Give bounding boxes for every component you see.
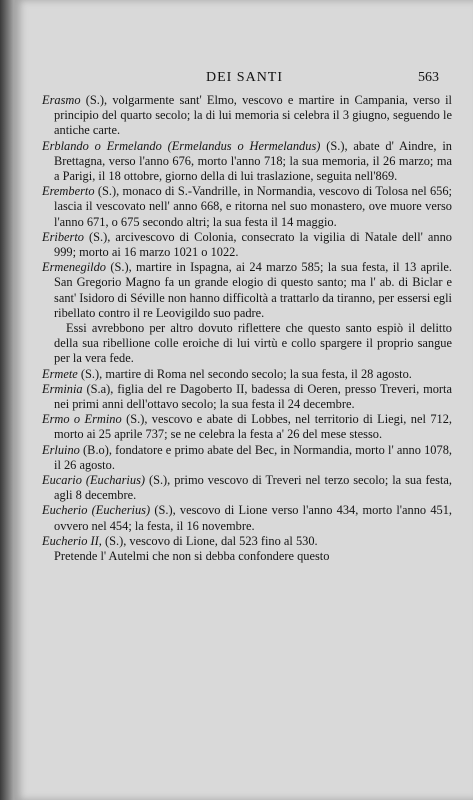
entry-text: (S.), monaco di S.-Vandrille, in Normandia, vescovo di Tolosa nel 656; lascia il vescovato nell' anno 668, e ritorna nel suo monastero, ove muore verso l'anno 671, o 675 secondo altri; la sua festa il 14 maggio.	[54, 184, 452, 229]
entry-erluino	[42, 443, 452, 473]
entry-ermenegildo	[42, 260, 452, 366]
entry-eucherio-ii	[42, 534, 452, 549]
entry-paragraph: Essi avrebbono per altro dovuto riflettere che questo santo espiò il delitto della sua ribellione colle eroiche di lui virtù e collo spargere il proprio sangue per la vera fede.	[54, 321, 452, 366]
entry-ermo	[42, 412, 452, 442]
entry-text: (S.), vescovo di Lione, dal 523 fino al 530.	[101, 533, 318, 548]
entry-text: (S.), vescovo di Lione verso l'anno 434, morto l'anno 451, ovvero nel 454; la festa, il 16 novembre.	[54, 503, 452, 533]
running-title: DEI SANTI	[205, 70, 284, 85]
entry-name: Ermo o Ermino	[42, 412, 122, 427]
entry-text: (S.), primo vescovo di Treveri nel terzo secolo; la sua festa, agli 8 decembre.	[54, 473, 452, 503]
entry-text: (S.), martire di Roma nel secondo secolo; la sua festa, il 28 agosto.	[77, 366, 412, 381]
page-body	[42, 93, 452, 564]
entry-erminia	[42, 382, 452, 412]
entry-eucario	[42, 473, 452, 503]
entry-text: (S.a), figlia del re Dagoberto II, badessa di Oeren, presso Treveri, morta nei primi anni dell'ottavo secolo; la sua festa il 24 decembre.	[54, 381, 452, 412]
trailing-line: Pretende l' Autelmi che non si debba confondere questo	[54, 549, 330, 564]
entry-erblando	[42, 139, 452, 185]
page-header	[50, 70, 439, 90]
entry-ermete	[42, 367, 452, 382]
entry-eremberto	[42, 184, 452, 230]
book-page	[14, 0, 473, 800]
entry-name: Eucherio II,	[42, 533, 102, 548]
entry-text: (S.), martire in Ispagna, ai 24 marzo 585; la sua festa, il 13 aprile. San Gregorio Magno fa un grande elogio di questo santo; ma l' ab. di Biclar e sant' Isidoro di Séville non hanno difficoltà a trattarlo da tiranno, per essersi egli ribellato contro il re Leovigildo suo padre.	[54, 260, 452, 320]
entry-text: (B.o), fondatore e primo abate del Bec, in Normandia, morto l' anno 1078, il 26 agosto.	[54, 442, 452, 472]
entry-text: (S.), volgarmente sant' Elmo, vescovo e martire in Campania, verso il principio del quarto secolo; la di lui memoria si celebra il 3 giugno, seguendo le antiche carte.	[54, 93, 452, 138]
entry-name: Erblando o Ermelando (Ermelandus o Hermelandus)	[42, 138, 321, 153]
entry-text: (S.), abate d' Aindre, in Brettagna, verso l'anno 676, morto l'anno 718; la sua memoria, il 26 marzo; ma a Parigi, il 18 ottobre, giorno della di lui traslazione, seguita nell'869.	[54, 138, 452, 184]
entry-eucherio	[42, 503, 452, 533]
entry-name: Ermete	[42, 366, 78, 381]
entry-erasmo	[42, 93, 452, 139]
entry-name: Erminia	[42, 381, 83, 396]
entry-name: Eremberto	[42, 184, 95, 199]
entry-name: Eucario (Eucharius)	[42, 473, 146, 488]
entry-name: Erasmo	[42, 93, 81, 107]
entry-text: (S.), arcivescovo di Colonia, consecrato la vigilia di Natale dell' anno 999; morto ai 16 marzo 1021 o 1022.	[54, 229, 452, 260]
book-gutter	[0, 0, 14, 800]
entry-name: Eriberto	[42, 229, 84, 244]
page-number: 563	[418, 70, 439, 85]
entry-eriberto	[42, 230, 452, 260]
entry-text: (S.), vescovo e abate di Lobbes, nel territorio di Liegi, nel 712, morto ai 25 aprile 737; se ne celebra la festa a' 26 del mese stesso.	[54, 412, 452, 442]
entry-name: Ermenegildo	[42, 260, 107, 275]
entry-name: Eucherio (Eucherius)	[42, 503, 151, 518]
entry-name: Erluino	[42, 442, 80, 457]
